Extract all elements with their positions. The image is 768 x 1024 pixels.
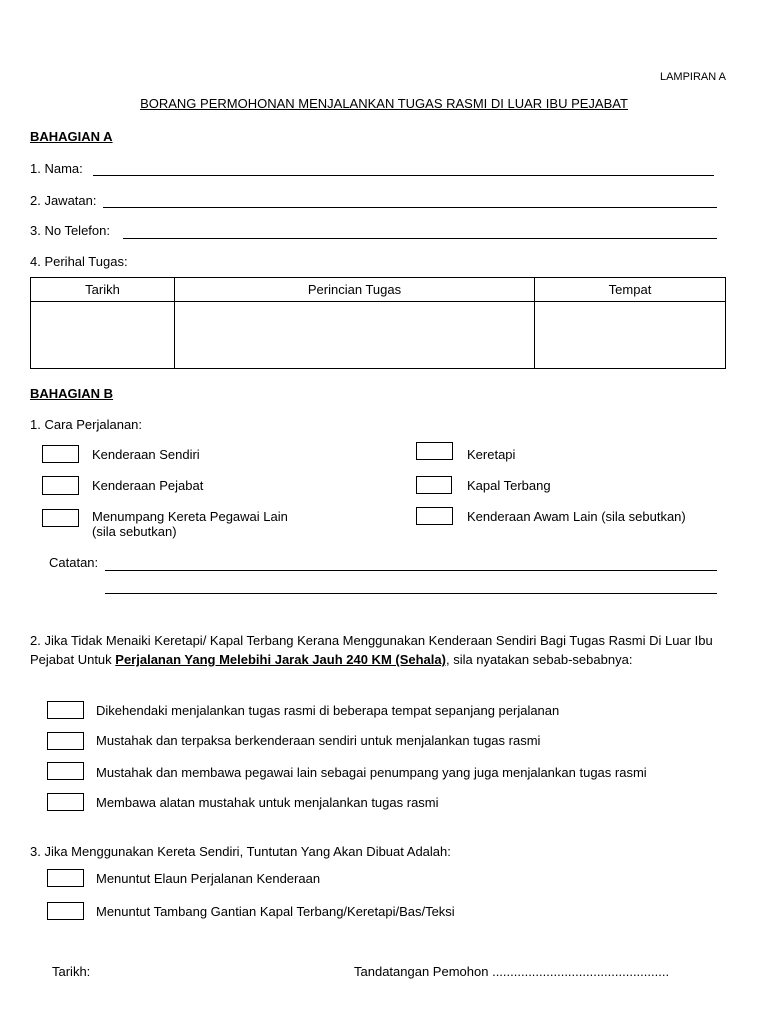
column-header-tempat: Tempat	[535, 278, 726, 302]
q2-paragraph	[30, 631, 730, 669]
table-header-row	[31, 278, 726, 302]
cara-perjalanan-label: 1. Cara Perjalanan:	[30, 417, 143, 432]
menumpang-kereta-checkbox[interactable]	[42, 509, 79, 527]
jawatan-field[interactable]	[103, 207, 717, 208]
keretapi-label: Keretapi	[467, 447, 516, 462]
q2-option-1-checkbox[interactable]	[47, 701, 84, 719]
signature-label: Tandatangan Pemohon	[354, 964, 489, 979]
tarikh-cell[interactable]	[31, 302, 175, 369]
q3-option-2-checkbox[interactable]	[47, 902, 84, 920]
catatan-field-line-1[interactable]	[105, 570, 717, 571]
q2-option-3-checkbox[interactable]	[47, 762, 84, 780]
menumpang-kereta-label: Menumpang Kereta Pegawai Lain	[92, 509, 288, 524]
perihal-tugas-label: 4. Perihal Tugas:	[30, 254, 128, 269]
q2-option-3-label: Mustahak dan membawa pegawai lain sebagai penumpang yang juga menjalankan tugas rasmi	[96, 765, 647, 780]
section-a-heading: BAHAGIAN A	[30, 129, 113, 144]
q3-option-2-label: Menuntut Tambang Gantian Kapal Terbang/Keretapi/Bas/Teksi	[96, 904, 455, 919]
q3-label: 3. Jika Menggunakan Kereta Sendiri, Tuntutan Yang Akan Dibuat Adalah:	[30, 844, 451, 859]
signature-dots: .................................................	[492, 964, 670, 979]
q3-option-1-label: Menuntut Elaun Perjalanan Kenderaan	[96, 871, 321, 886]
nama-label: 1. Nama:	[30, 161, 83, 176]
menumpang-kereta-note: (sila sebutkan)	[92, 524, 177, 539]
kapal-terbang-checkbox[interactable]	[416, 476, 452, 494]
q2-text-before: 2. Jika Tidak Menaiki Keretapi/ Kapal Terbang Kerana Menggunakan Kenderaan Sendiri Bagi Tugas Rasmi Di Luar Ibu Pejabat Untuk	[30, 633, 713, 667]
tarikh-label: Tarikh:	[52, 964, 91, 979]
telefon-field[interactable]	[123, 238, 717, 239]
column-header-perincian: Perincian Tugas	[175, 278, 535, 302]
q2-option-2-checkbox[interactable]	[47, 732, 84, 750]
kenderaan-awam-label: Kenderaan Awam Lain (sila sebutkan)	[467, 509, 686, 524]
kenderaan-sendiri-label: Kenderaan Sendiri	[92, 447, 200, 462]
kenderaan-pejabat-checkbox[interactable]	[42, 476, 79, 495]
column-header-tarikh: Tarikh	[31, 278, 175, 302]
q2-option-1-label: Dikehendaki menjalankan tugas rasmi di beberapa tempat sepanjang perjalanan	[96, 703, 560, 718]
telefon-label: 3. No Telefon:	[30, 223, 110, 238]
nama-field[interactable]	[93, 175, 714, 176]
tempat-cell[interactable]	[535, 302, 726, 369]
catatan-field-line-2[interactable]	[105, 593, 717, 594]
table-row	[31, 302, 726, 369]
kenderaan-awam-checkbox[interactable]	[416, 507, 453, 525]
kapal-terbang-label: Kapal Terbang	[467, 478, 551, 493]
section-b-heading: BAHAGIAN B	[30, 386, 114, 401]
jawatan-label: 2. Jawatan:	[30, 193, 97, 208]
perincian-cell[interactable]	[175, 302, 535, 369]
form-title: BORANG PERMOHONAN MENJALANKAN TUGAS RASMI DI LUAR IBU PEJABAT	[140, 96, 628, 111]
q2-option-4-checkbox[interactable]	[47, 793, 84, 811]
signature-area[interactable]	[354, 964, 669, 979]
q2-text-after: , sila nyatakan sebab-sebabnya:	[445, 652, 633, 667]
keretapi-checkbox[interactable]	[416, 442, 453, 460]
q3-option-1-checkbox[interactable]	[47, 869, 84, 887]
catatan-label: Catatan:	[49, 555, 99, 570]
perihal-tugas-table	[30, 277, 726, 369]
q2-option-2-label: Mustahak dan terpaksa berkenderaan sendiri untuk menjalankan tugas rasmi	[96, 733, 541, 748]
lampiran-label: LAMPIRAN A	[659, 71, 726, 83]
kenderaan-pejabat-label: Kenderaan Pejabat	[92, 478, 204, 493]
q2-text-emphasis: Perjalanan Yang Melebihi Jarak Jauh 240 KM (Sehala)	[115, 652, 446, 667]
q2-option-4-label: Membawa alatan mustahak untuk menjalankan tugas rasmi	[96, 795, 439, 810]
kenderaan-sendiri-checkbox[interactable]	[42, 445, 79, 463]
